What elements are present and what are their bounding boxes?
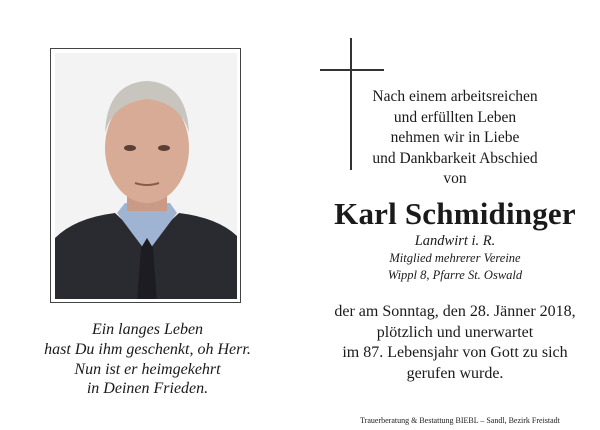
death-line: gerufen wurde. — [406, 364, 504, 382]
poem-line: in Deinen Frieden. — [86, 380, 209, 398]
deceased-name: Karl Schmidinger — [334, 196, 576, 231]
intro-line: und erfüllten Leben — [393, 108, 517, 126]
portrait-photo — [55, 53, 237, 299]
funeral-home-footer: Trauerberatung & Bestattung BIEBL – Sandl, Bezirk Freistadt — [360, 416, 560, 425]
death-line: plötzlich und unerwartet — [376, 323, 534, 341]
detail-address: Wippl 8, Pfarre St. Oswald — [387, 268, 523, 282]
cross-icon-bar — [320, 69, 384, 71]
intro-line: Nach einem arbeitsreichen — [372, 88, 538, 105]
poem-line: Nun ist er heimgekehrt — [74, 360, 221, 378]
intro-line: von — [443, 170, 467, 187]
detail-occupation: Landwirt i. R. — [414, 233, 496, 249]
death-line: der am Sonntag, den 28. Jänner 2018, — [334, 303, 576, 320]
portrait-image — [55, 53, 237, 299]
poem-line: Ein langes Leben — [91, 321, 204, 338]
poem — [20, 320, 275, 399]
poem-line: hast Du ihm geschenkt, oh Herr. — [44, 340, 251, 358]
portrait-frame — [50, 48, 241, 303]
intro-line: nehmen wir in Liebe — [390, 129, 520, 146]
detail-clubs: Mitglied mehrerer Vereine — [389, 251, 521, 265]
death-text — [310, 302, 600, 384]
intro-text — [310, 87, 600, 190]
intro-line: und Dankbarkeit Abschied — [372, 149, 538, 167]
death-line: im 87. Lebensjahr von Gott zu sich — [342, 344, 568, 361]
